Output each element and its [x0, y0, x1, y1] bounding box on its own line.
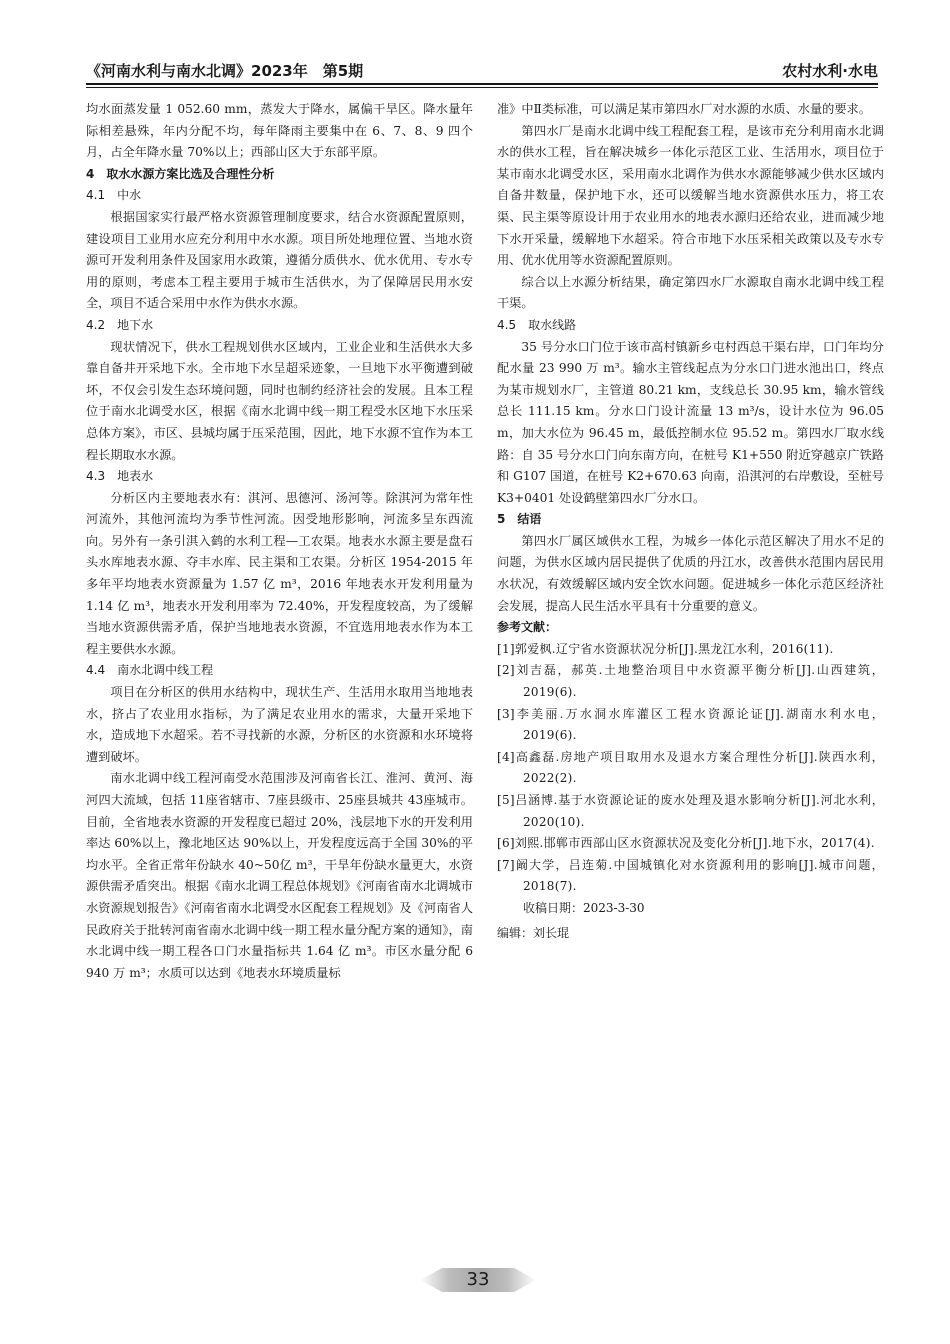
paragraph: 均水面蒸发量 1 052.60 mm，蒸发大于降水，属偏干旱区。降水量年际相差悬殊，年内分配不均，每年降雨主要集中在 6、7、8、9 四个月，占全年降水量 70%以上；西部山区大于东部平原。 [86, 102, 473, 160]
received-date: 收稿日期：2023-3-30 [523, 900, 645, 915]
section-heading-4: 4 取水水源方案比选及合理性分析 [86, 166, 275, 181]
paragraph: 分析区内主要地表水有：淇河、思德河、汤河等。除淇河为常年性河流外，其他河流均为季节性河流。因受地形影响，河流多呈东西流向。另外有一条引淇入鹤的水利工程—工农渠。地表水水源主要是盘石头水库地表水源、夺丰水库、民主渠和工农渠。分析区 1954-2015 年多年平均地表水资源量为 1.57 亿 m³，2016 年地表水开发利用量为 1.14 亿 m³，地表水开发利用率为 72.40%，开发程度较高，为了缓解当地水资源供需矛盾，保护当地地表水资源，不宜选用地表水作为本工程主要供水水源。 [86, 490, 473, 656]
paragraph: 第四水厂是南水北调中线工程配套工程，是该市充分利用南水北调水的供水工程，旨在解决城乡一体化示范区工业、生活用水，项目位于某市南水北调受水区，采用南水北调作为供水水源能够减少供水区域内自备井数量，保护地下水，还可以缓解当地水资源供水压力，将工农渠、民主渠等原设计用于农业用水的地表水源归还给农业，进而减少地下水开采量，缓解地下水超采。符合市地下水压采相关政策以及专水专用、优水优用等水资源配置原则。 [497, 123, 884, 268]
references-title: 参考文献： [497, 620, 558, 635]
paragraph: 根据国家实行最严格水资源管理制度要求，结合水资源配置原则，建设项目工业用水应充分利用中水水源。项目所处地理位置、当地水资源可开发利用条件及国家用水政策，遵循分质供水、优水优用、专水专用的原则，考虑本工程主要用于城市生活供水，为了保障居民用水安全，项目不适合采用中水作为供水水源。 [86, 209, 473, 311]
header-rule-thin [86, 87, 878, 88]
paragraph: 准》中Ⅱ类标准，可以满足某市第四水厂对水源的水质、水量的要求。 [497, 102, 871, 116]
column-title: 农村水利·水电 [782, 62, 878, 80]
right-column [497, 99, 884, 946]
page-number: 33 [466, 1269, 490, 1290]
reference-item: [1]郭爱枫.辽宁省水资源状况分析[J].黑龙江水利，2016(11). [497, 641, 834, 656]
subsection-heading-4-4: 4.4 南水北调中线工程 [86, 663, 214, 678]
header-rule-thick [86, 83, 878, 85]
page-number-badge [420, 1268, 536, 1292]
section-heading-5: 5 结语 [497, 512, 542, 527]
reference-item: [3]李美丽.万水洞水库灌区工程水资源论证[J].湖南水利水电，2019(6). [497, 706, 884, 743]
reference-item: [5]吕涵博.基于水资源论证的废水处理及退水影响分析[J].河北水利，2020(10). [497, 793, 884, 829]
paragraph: 35 号分水口门位于该市高村镇新乡屯村西总干渠右岸，口门年均分配水量 23 990 万 m³。输水主管线起点为分水口门进水池出口，终点为某市规划水厂，主管道 80.21 km，支线总长 30.95 km，输水管线总长 111.15 km。分水口门设计流量 13 m³/s，设计水位为 96.05 m，加大水位为 96.45 m，最低控制水位 95.52 m。第四水厂取水线路：自 35 号分水口门向东南方向，在桩号 K1+550 附近穿越京广铁路和 G107 国道，在桩号 K2+670.63 向南，沿淇河的右岸敷设，至桩号 K3+0401 处设鹤壁第四水厂分水口。 [497, 339, 884, 505]
reference-item: [2]刘吉磊，郝英.土地整治项目中水资源平衡分析[J].山西建筑，2019(6). [497, 663, 884, 700]
reference-item: [7]阚大学，吕连菊.中国城镇化对水资源利用的影响[J].城市问题，2018(7). [497, 857, 884, 894]
subsection-heading-4-2: 4.2 地下水 [86, 317, 154, 332]
paragraph: 第四水厂属区域供水工程，为城乡一体化示范区解决了用水不足的问题，为供水区域内居民提供了优质的丹江水，改善供水范围内居民用水状况，有效缓解区域内安全饮水问题。促进城乡一体化示范区经济社会发展，提高人民生活水平具有十分重要的意义。 [497, 533, 884, 613]
subsection-heading-4-1: 4.1 中水 [86, 188, 142, 203]
subsection-heading-4-5: 4.5 取水线路 [497, 317, 577, 332]
journal-title: 《河南水利与南水北调》2023年 第5期 [86, 62, 364, 80]
reference-item: [6]刘熙.邯郸市西部山区水资源状况及变化分析[J].地下水，2017(4). [497, 836, 875, 851]
subsection-heading-4-3: 4.3 地表水 [86, 469, 154, 484]
paragraph: 综合以上水源分析结果，确定第四水厂水源取自南水北调中线工程干渠。 [497, 274, 884, 311]
editor-credit: 编辑：刘长琨 [497, 925, 570, 940]
reference-item: [4]高鑫磊.房地产项目取用水及退水方案合理性分析[J].陕西水利，2022(2). [497, 749, 884, 786]
left-column [86, 99, 473, 984]
paragraph: 项目在分析区的供用水结构中，现状生产、生活用水取用当地地表水，挤占了农业用水指标，为了满足农业用水的需求，大量开采地下水，造成地下水超采。若不寻找新的水源，分析区的水资源和水环境将遭到破坏。 [86, 685, 473, 764]
page-header [86, 56, 878, 84]
paragraph: 现状情况下，供水工程规划供水区域内，工业企业和生活供水大多靠自备井开采地下水。全市地下水呈超采迹象，一旦地下水平衡遭到破坏，不仅会引发生态环境问题，同时也制约经济社会的发展。且本工程位于南水北调受水区，根据《南水北调中线一期工程受水区地下水压采总体方案》，市区、县城均属于压采范围，因此，地下水源不宜作为本工程长期取水水源。 [86, 339, 473, 462]
paragraph: 南水北调中线工程河南受水范围涉及河南省长江、淮河、黄河、海河四大流域，包括 11座省辖市、7座县级市、25座县城共 43座城市。目前，全省地表水资源的开发程度已超过 20%，浅层地下水的开发利用率达 60%以上，豫北地区达 90%以上，开发程度远高于全国 30%的平均水平。全省正常年份缺水 40~50亿 m³，干旱年份缺水量更大，水资源供需矛盾突出。根据《南水北调工程总体规划》《河南省南水北调城市水资源规划报告》《河南省南水北调受水区配套工程规划》及《河南省人民政府关于批转河南省南水北调中线一期工程水量分配方案的通知》，南水北调中线一期工程各口门水量指标共 1.64 亿 m³。市区水量分配 6 940 万 m³；水质可以达到《地表水环境质量标 [86, 771, 473, 980]
